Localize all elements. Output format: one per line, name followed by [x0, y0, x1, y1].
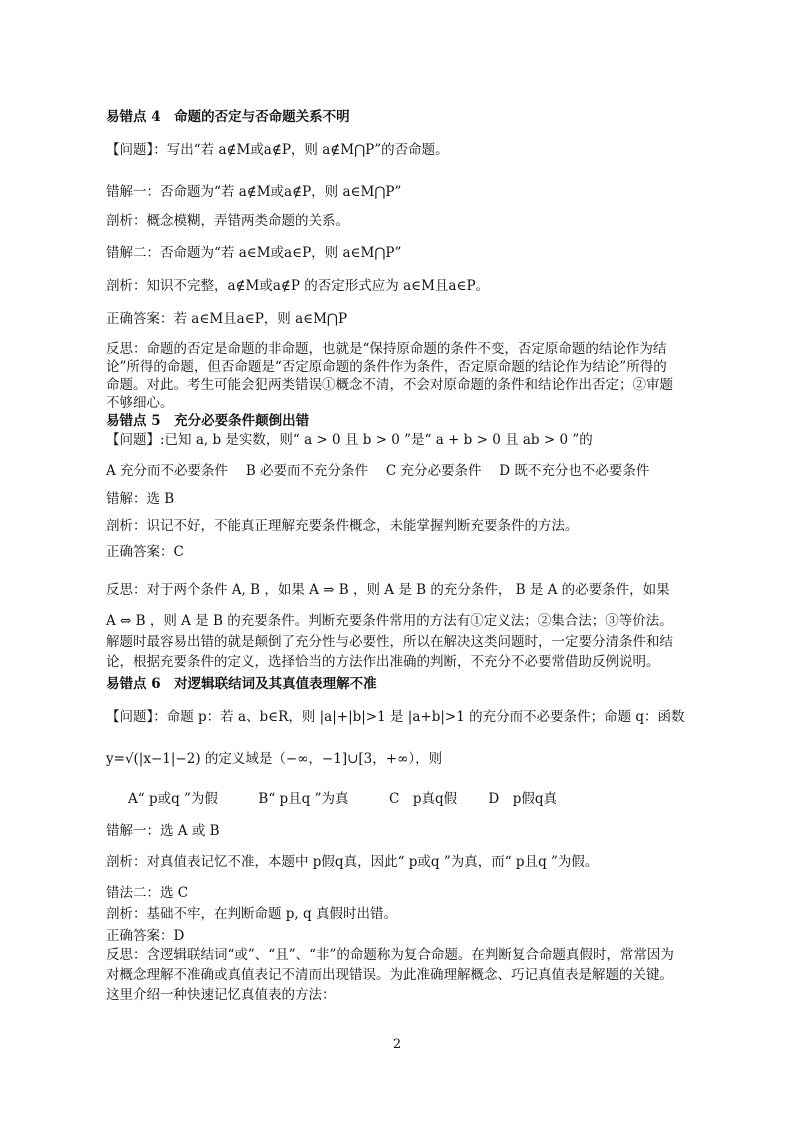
problem-statement: 【问题】:已知 a, b 是实数，则“ a > 0 且 b > 0 ”是“ a + b > 0 且 ab > 0 ”的: [106, 432, 593, 448]
reflection-line: 对概念理解不准确或真值表记不清而出现错误。为此准确理解概念、巧记真值表是解题的关键。: [106, 967, 673, 983]
reflection-line: 命题。对此。考生可能会犯两类错误①概念不清，不会对原命题的条件和结论作出否定；②审题: [106, 377, 673, 393]
analysis: 剖析：知识不完整，a∉M或a∉P 的否定形式应为 a∈M且a∈P。: [106, 278, 490, 294]
analysis: 剖析：概念模糊，弄错两类命题的关系。: [106, 213, 349, 229]
correct-answer: 正确答案：若 a∈M且a∈P，则 a∈M⋂P: [106, 311, 348, 327]
wrong-solution-1: 错解一：否命题为“若 a∉M或a∉P，则 a∈M⋂P”: [106, 184, 402, 200]
correct-answer: 正确答案：D: [106, 928, 185, 944]
problem-statement: 【问题】：写出“若 a∉M或a∉P，则 a∉M⋂P”的否命题。: [106, 142, 449, 158]
section-heading-6: 易错点 6 对逻辑联结词及其真值表理解不准: [106, 676, 377, 692]
wrong-solution: 错解：选 B: [106, 491, 175, 507]
wrong-solution-2: 错解二：否命题为“若 a∈M或a∈P，则 a∈M⋂P”: [106, 245, 402, 261]
correct-answer: 正确答案：C: [106, 544, 184, 560]
problem-statement: 【问题】：命题 p：若 a、b∈R，则 |a|+|b|>1 是 |a+b|>1 的充分而不必要条件；命题 q：函数: [106, 709, 685, 725]
reflection-line: A ⇔ B ，则 A 是 B 的充要条件。判断充要条件常用的方法有①定义法；②集合法；③等价法。: [106, 613, 673, 629]
reflection-line: 论，根据充要条件的定义，选择恰当的方法作出准确的判断，不充分不必要常借助反例说明。: [106, 654, 660, 670]
page-number: 2: [392, 1037, 402, 1052]
answer-options: A“ p或q ”为假 B“ p且q ”为真 C p真q假 D p假q真: [128, 791, 558, 807]
analysis: 剖析：对真值表记忆不准，本题中 p假q真，因此“ p或q ”为真，而“ p且q ”为假。: [106, 854, 599, 870]
reflection-line: 这里介绍一种快速记忆真值表的方法：: [106, 987, 336, 1003]
analysis: 剖析：基础不牢，在判断命题 p, q 真假时出错。: [106, 906, 397, 922]
section-heading-4: 易错点 4 命题的否定与否命题关系不明: [106, 109, 350, 125]
section-heading-5: 易错点 5 充分必要条件颠倒出错: [106, 413, 310, 429]
analysis: 剖析：识记不好，不能真正理解充要条件概念，未能掌握判断充要条件的方法。: [106, 518, 579, 534]
reflection-line: 反思：对于两个条件 A, B ，如果 A ⇒ B ，则 A 是 B 的充分条件， B 是 A 的必要条件，如果: [106, 582, 670, 598]
wrong-solution-1: 错解一：选 A 或 B: [106, 823, 220, 839]
problem-statement: y=√(|x−1|−2) 的定义域是（−∞，−1]∪[3，+∞），则: [106, 751, 443, 767]
reflection-line: 解题时最容易出错的就是颠倒了充分性与必要性，所以在解决这类问题时，一定要分清条件和结: [106, 634, 673, 650]
reflection-line: 论”所得的命题，但否命题是“否定原命题的条件作为条件，否定原命题的结论作为结论”所得的: [106, 359, 667, 375]
answer-options: A 充分而不必要条件 B 必要而不充分条件 C 充分必要条件 D 既不充分也不必要条件: [106, 463, 650, 479]
reflection-line: 反思：命题的否定是命题的非命题，也就是“保持原命题的条件不变，否定原命题的结论作为结: [106, 341, 667, 357]
wrong-solution-2: 错法二：选 C: [106, 885, 189, 901]
reflection-line: 不够细心。: [106, 395, 174, 411]
reflection-line: 反思：含逻辑联结词“或”、“且”、“非”的命题称为复合命题。在判断复合命题真假时，常常因为: [106, 947, 674, 963]
